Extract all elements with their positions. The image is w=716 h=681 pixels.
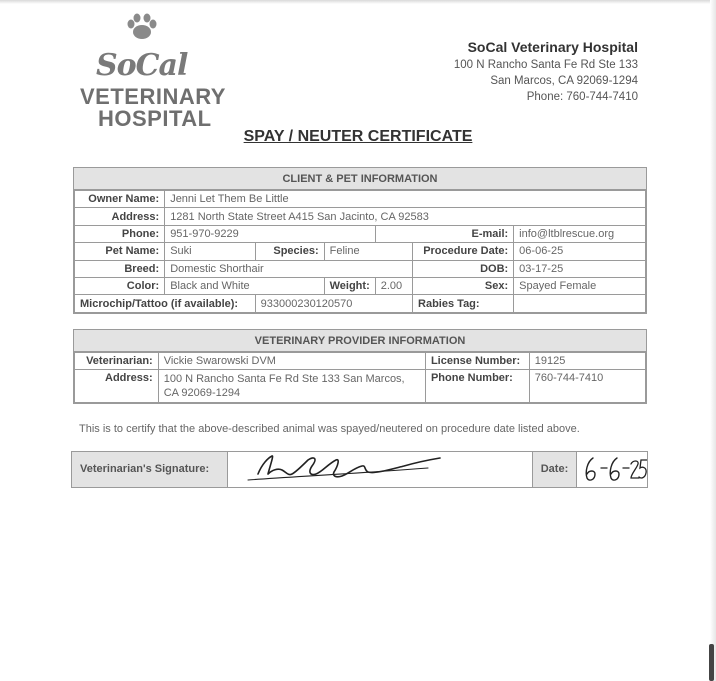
scrollbar-track[interactable] [710,0,716,681]
hospital-name: SoCal Veterinary Hospital [467,39,638,55]
paw-print-icon [124,12,160,42]
table-row [75,277,646,294]
logo-socal: SoCal [96,48,188,83]
address-label: Address: [75,208,165,225]
owner-value: Jenni Let Them Be Little [165,191,646,208]
pet-name-value: Suki [165,243,255,260]
logo-veterinary: VETERINARY [80,84,226,109]
table-row [75,370,646,403]
hospital-info [454,39,638,105]
procedure-date-label: Procedure Date: [413,243,514,260]
breed-value: Domestic Shorthair [165,260,413,277]
provider-address-line-2: CA 92069-1294 [163,387,241,400]
species-value: Feline [324,243,412,260]
microchip-label: Microchip/Tattoo (if available): [75,295,256,312]
provider-table [74,352,646,403]
dob-label: DOB: [413,260,514,277]
client-pet-table [74,190,646,313]
client-pet-section [73,167,647,314]
color-label: Color: [75,277,165,294]
address-value: 1281 North State Street A415 San Jacinto, CA 92583 [165,208,646,225]
signature-label: Veterinarian's Signature: [72,452,228,487]
table-row [75,225,646,242]
weight-label: Weight: [324,277,375,294]
provider-address-value [158,370,425,403]
signature-date-label: Date: [532,452,577,487]
license-value: 19125 [529,353,645,370]
microchip-value: 933000230120570 [255,295,412,312]
table-row [75,295,646,312]
client-pet-header: CLIENT & PET INFORMATION [74,168,646,190]
provider-section [73,329,647,404]
page-top-shadow [0,0,716,4]
signature-section [71,451,648,488]
species-label: Species: [255,243,324,260]
veterinarian-value: Vickie Swarowski DVM [158,353,425,370]
sex-label: Sex: [413,277,514,294]
email-label: E-mail: [375,225,513,242]
scrollbar-thumb[interactable] [709,644,714,681]
logo-hospital: HOSPITAL [98,106,212,131]
hospital-phone: Phone: 760-744-7410 [526,91,638,103]
veterinarian-label: Veterinarian: [75,353,159,370]
owner-label: Owner Name: [75,191,165,208]
veterinarian-signature [228,452,532,487]
provider-address-label: Address: [75,370,159,403]
pet-name-label: Pet Name: [75,243,165,260]
signature-date-handwritten [577,452,647,487]
provider-address-line-1: 100 N Rancho Santa Fe Rd Ste 133 San Marcos, [163,373,405,386]
weight-value: 2.00 [375,277,412,294]
signature-scribble [228,452,532,487]
license-label: License Number: [425,353,529,370]
rabies-tag-label: Rabies Tag: [413,295,514,312]
hospital-address-1: 100 N Rancho Santa Fe Rd Ste 133 [453,59,638,71]
handwritten-date [577,452,647,487]
phone-value: 951-970-9229 [165,225,376,242]
certificate-title-text: SPAY / NEUTER CERTIFICATE [243,128,473,145]
table-row [75,260,646,277]
provider-header: VETERINARY PROVIDER INFORMATION [74,330,646,352]
hospital-address-2: San Marcos, CA 92069-1294 [490,75,638,87]
provider-phone-value: 760-744-7410 [529,370,645,403]
email-value: info@ltblrescue.org [514,225,646,242]
sex-value: Spayed Female [514,277,646,294]
certificate-title [0,128,716,146]
phone-label: Phone: [75,225,165,242]
provider-phone-label: Phone Number: [425,370,529,403]
procedure-date-value: 06-06-25 [514,243,646,260]
certification-statement: This is to certify that the above-described animal was spayed/neutered on procedure date listed above. [79,423,580,435]
hospital-logo [80,12,232,131]
color-value: Black and White [165,277,324,294]
table-row [75,208,646,225]
table-row [75,191,646,208]
breed-label: Breed: [75,260,165,277]
dob-value: 03-17-25 [514,260,646,277]
table-row [75,353,646,370]
rabies-tag-value [514,295,646,312]
table-row [75,243,646,260]
